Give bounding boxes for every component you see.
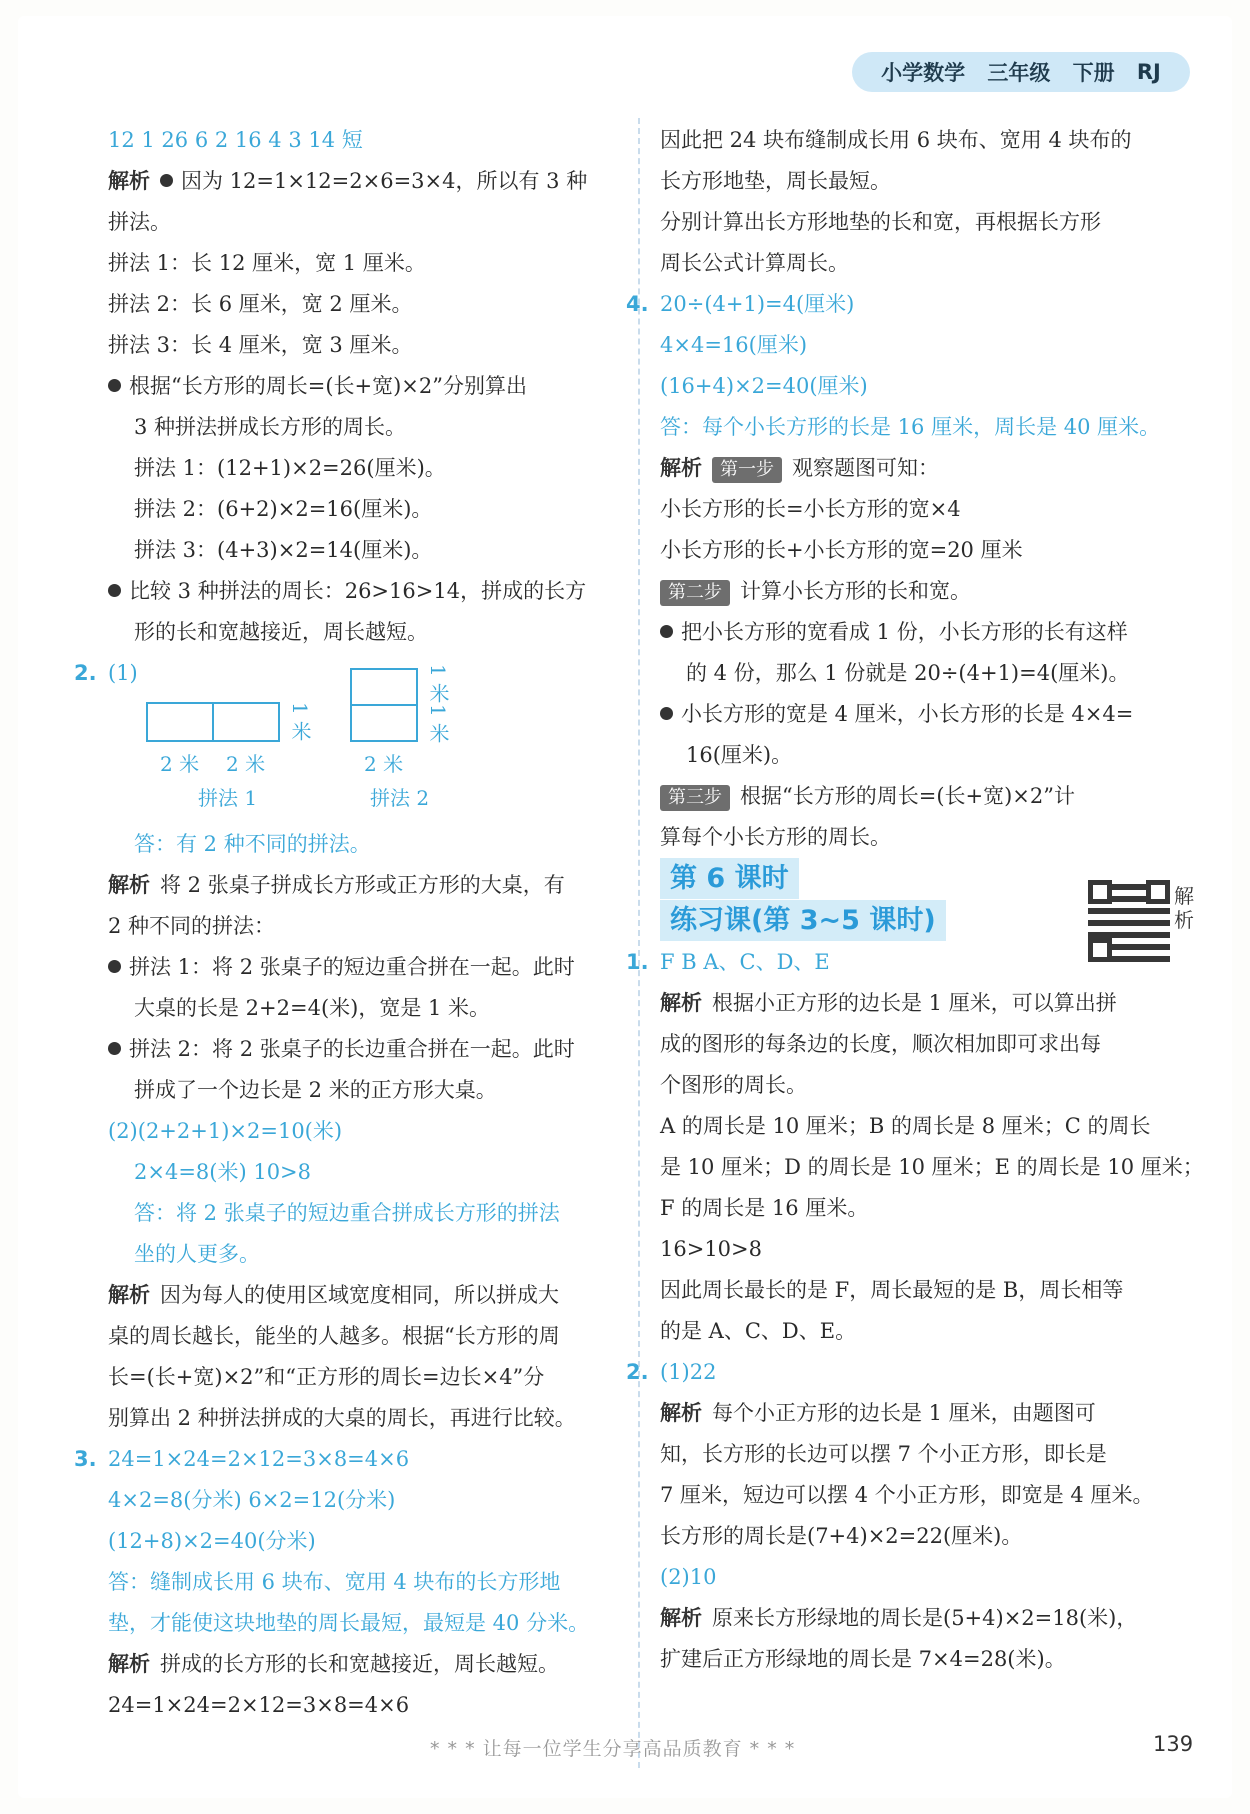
analysis-keyword: 解析 [108, 873, 150, 897]
line-text: 因为每人的使用区域宽度相同，所以拼成大 [160, 1283, 559, 1307]
lesson-heading: 练习课(第 3~5 课时) [660, 900, 946, 941]
header-volume: 下册 [1072, 61, 1115, 85]
text-line [660, 612, 1200, 653]
text-line [108, 325, 628, 366]
analysis-keyword: 解析 [108, 1283, 150, 1307]
text-line [108, 571, 628, 612]
text-line [660, 448, 1200, 489]
dim-label: 1 米 [426, 664, 450, 704]
analysis-keyword: 解析 [108, 169, 150, 193]
line-text: (2)10 [660, 1565, 717, 1589]
text-line [660, 489, 1200, 530]
line-text: 长方形地垫，周长最短。 [660, 169, 891, 193]
left-column [74, 120, 628, 1726]
line-text: 小长方形的长=小长方形的宽×4 [660, 497, 961, 521]
text-line [108, 202, 628, 243]
text-line [108, 243, 628, 284]
text-line [660, 1598, 1200, 1639]
text-line [108, 1275, 628, 1316]
line-text: 垫，才能使这块地垫的周长最短，最短是 40 分米。 [108, 1611, 590, 1635]
text-line [108, 1644, 628, 1685]
step-badge: 第一步 [712, 457, 782, 483]
line-text: 比较 3 种拼法的周长：26>16>14，拼成的长方 [129, 579, 587, 603]
line-text: 的 4 份，那么 1 份就是 20÷(4+1)=4(厘米)。 [686, 661, 1130, 685]
text-line [108, 161, 628, 202]
text-line [660, 120, 1200, 161]
line-text: 因此把 24 块布缝制成长用 6 块布、宽用 4 块布的 [660, 128, 1132, 152]
text-line [108, 1316, 628, 1357]
line-text: 7 厘米，短边可以摆 4 个小正方形，即宽是 4 厘米。 [660, 1483, 1154, 1507]
answer-line [108, 1562, 628, 1603]
line-text: 答：有 2 种不同的拼法。 [134, 832, 371, 856]
question-number: 4. [626, 292, 649, 316]
line-text: 成的图形的每条边的长度，顺次相加即可求出每 [660, 1032, 1101, 1056]
text-line [660, 1516, 1200, 1557]
answer-line [660, 1557, 1200, 1598]
analysis-keyword: 解析 [108, 1652, 150, 1676]
line-text: 拼法 2：将 2 张桌子的长边重合拼在一起。此时 [129, 1037, 575, 1061]
line-text: 因此周长最长的是 F，周长最短的是 B，周长相等 [660, 1278, 1124, 1302]
answer-line [108, 824, 628, 865]
dim-label: 2 米 [160, 752, 200, 776]
text-line [108, 530, 628, 571]
text-line [660, 1475, 1200, 1516]
line-text: A 的周长是 10 厘米；B 的周长是 8 厘米；C 的周长 [660, 1114, 1151, 1138]
text-line [660, 202, 1200, 243]
text-line [108, 489, 628, 530]
qr-label: 解析 [1174, 884, 1194, 932]
line-text: (12+8)×2=40(分米) [108, 1529, 316, 1553]
text-line [660, 694, 1200, 735]
answer-line [108, 1111, 628, 1152]
table-rect [146, 702, 214, 742]
line-text: (2)(2+2+1)×2=10(米) [108, 1119, 343, 1143]
dim-label: 2 米 [226, 752, 266, 776]
analysis-keyword: 解析 [660, 456, 702, 480]
text-line [660, 1229, 1200, 1270]
header-edition: RJ [1136, 60, 1161, 84]
answer-line [626, 1352, 1200, 1393]
dim-label: 1 米 [426, 704, 450, 744]
text-line [108, 366, 628, 407]
question-number: 2. [74, 661, 97, 685]
footer-slogan: * * * 让每一位学生分享高品质教育 * * * [430, 1738, 796, 1760]
question-number: 1. [626, 950, 649, 974]
line-text: 大桌的长是 2+2=4(米)，宽是 1 米。 [134, 996, 491, 1020]
answer-line [74, 1439, 628, 1480]
analysis-keyword: 解析 [660, 1401, 702, 1425]
bulb-icon [160, 174, 173, 187]
line-text: 12 1 26 6 2 16 4 3 14 短 [108, 128, 363, 152]
text-line [108, 612, 628, 653]
qr-code-icon[interactable] [1088, 880, 1170, 962]
text-line [108, 1685, 628, 1726]
table-rect [350, 704, 418, 742]
answer-line [626, 284, 1200, 325]
answer-line [660, 366, 1200, 407]
line-text: 答：将 2 张桌子的短边重合拼成长方形的拼法 [134, 1201, 560, 1225]
line-text: 算每个小长方形的周长。 [660, 825, 891, 849]
line-text: 拼法 1：将 2 张桌子的短边重合拼在一起。此时 [129, 955, 575, 979]
line-text: 拼法。 [108, 210, 171, 234]
line-text: 20÷(4+1)=4(厘米) [660, 292, 855, 316]
line-text: 拼法 1：长 12 厘米，宽 1 厘米。 [108, 251, 426, 275]
line-text: 因为 12=1×12=2×6=3×4，所以有 3 种 [181, 169, 588, 193]
line-text: 拼法 2：长 6 厘米，宽 2 厘米。 [108, 292, 413, 316]
qr-finder-icon [1088, 880, 1112, 904]
line-text: 每个小正方形的边长是 1 厘米，由题图可 [712, 1401, 1096, 1425]
lesson-heading: 第 6 课时 [660, 858, 799, 899]
answer-line [108, 1152, 628, 1193]
line-text: 24=1×24=2×12=3×8=4×6 [108, 1693, 410, 1717]
text-line [660, 243, 1200, 284]
line-text: 分别计算出长方形地垫的长和宽，再根据长方形 [660, 210, 1101, 234]
line-text: 拼法 3：(4+3)×2=14(厘米)。 [134, 538, 433, 562]
text-line [108, 906, 628, 947]
qr-finder-icon [1146, 880, 1170, 904]
line-text: 周长公式计算周长。 [660, 251, 849, 275]
line-text: 4×4=16(厘米) [660, 333, 808, 357]
line-text: 个图形的周长。 [660, 1073, 807, 1097]
line-text: 16>10>8 [660, 1237, 762, 1261]
text-line [660, 530, 1200, 571]
line-text: 坐的人更多。 [134, 1242, 260, 1266]
text-line [108, 1029, 628, 1070]
line-text: (1)22 [660, 1360, 717, 1384]
text-line [660, 1188, 1200, 1229]
step-badge: 第二步 [660, 580, 730, 606]
line-text: 的是 A、C、D、E。 [660, 1319, 857, 1343]
line-text: 拼成的长方形的长和宽越接近，周长越短。 [160, 1652, 559, 1676]
text-line [660, 983, 1200, 1024]
bulb-icon [108, 584, 121, 597]
line-text: 小长方形的宽是 4 厘米，小长方形的长是 4×4= [681, 702, 1134, 726]
text-line [660, 1024, 1200, 1065]
figure-caption: 拼法 2 [370, 786, 430, 810]
line-text: 形的长和宽越接近，周长越短。 [134, 620, 428, 644]
qr-finder-icon [1088, 938, 1112, 962]
line-text: 别算出 2 种拼法拼成的大桌的周长，再进行比较。 [108, 1406, 576, 1430]
line-text: F B A、C、D、E [660, 950, 830, 974]
text-line [660, 1393, 1200, 1434]
line-text: 2×4=8(米) 10>8 [134, 1160, 312, 1184]
line-text: 长方形的周长是(7+4)×2=22(厘米)。 [660, 1524, 1023, 1548]
arrangement-diagram [108, 664, 628, 824]
text-line [108, 865, 628, 906]
text-line [660, 161, 1200, 202]
bulb-icon [660, 625, 673, 638]
text-line [660, 653, 1200, 694]
header-grade: 三年级 [987, 61, 1051, 85]
line-text: 24=1×24=2×12=3×8=4×6 [108, 1447, 410, 1471]
line-text: (1) [108, 661, 138, 685]
line-text: 把小长方形的宽看成 1 份，小长方形的长有这样 [681, 620, 1128, 644]
text-line [660, 1147, 1204, 1188]
line-text: 桌的周长越长，能坐的人越多。根据“长方形的周 [108, 1324, 560, 1348]
analysis-keyword: 解析 [660, 991, 702, 1015]
line-text: 扩建后正方形绿地的周长是 7×4=28(米)。 [660, 1647, 1066, 1671]
line-text: 拼法 1：(12+1)×2=26(厘米)。 [134, 456, 446, 480]
question-number: 2. [626, 1360, 649, 1384]
step-badge: 第三步 [660, 785, 730, 811]
text-line [660, 1639, 1200, 1680]
line-text: 拼成了一个边长是 2 米的正方形大桌。 [134, 1078, 497, 1102]
page-header [852, 52, 1190, 92]
text-line [660, 1434, 1200, 1475]
bulb-icon [660, 707, 673, 720]
table-rect [212, 702, 280, 742]
answer-line [108, 1480, 628, 1521]
dim-label: 2 米 [364, 752, 404, 776]
analysis-keyword: 解析 [660, 1606, 702, 1630]
line-text: F 的周长是 16 厘米。 [660, 1196, 869, 1220]
bulb-icon [108, 379, 121, 392]
answer-line [108, 1521, 628, 1562]
page-number: 139 [1153, 1732, 1194, 1756]
text-line [660, 776, 1200, 817]
line-text: 16(厘米)。 [686, 743, 793, 767]
line-text: 原来长方形绿地的周长是(5+4)×2=18(米)， [712, 1606, 1138, 1630]
answer-line [660, 407, 1200, 448]
answer-line [108, 120, 628, 161]
text-line [660, 1065, 1200, 1106]
line-text: 长=(长+宽)×2”和“正方形的周长=边长×4”分 [108, 1365, 545, 1389]
table-rect [350, 668, 418, 706]
line-text: 将 2 张桌子拼成长方形或正方形的大桌，有 [160, 873, 565, 897]
text-line [660, 817, 1200, 858]
figure-caption: 拼法 1 [198, 786, 258, 810]
line-text: 3 种拼法拼成长方形的周长。 [134, 415, 407, 439]
text-line [660, 735, 1200, 776]
text-line [108, 947, 628, 988]
text-line [660, 1270, 1200, 1311]
text-line [660, 1311, 1200, 1352]
line-text: 根据小正方形的边长是 1 厘米，可以算出拼 [712, 991, 1117, 1015]
text-line [108, 407, 628, 448]
text-line [108, 1070, 628, 1111]
bulb-icon [108, 960, 121, 973]
line-text: 拼法 3：长 4 厘米，宽 3 厘米。 [108, 333, 413, 357]
line-text: 根据“长方形的周长=(长+宽)×2”分别算出 [129, 374, 528, 398]
text-line [660, 571, 1200, 612]
line-text: 答：缝制成长用 6 块布、宽用 4 块布的长方形地 [108, 1570, 561, 1594]
text-line [108, 988, 628, 1029]
line-text: 2 种不同的拼法： [108, 914, 276, 938]
answer-line [660, 325, 1200, 366]
line-text: (16+4)×2=40(厘米) [660, 374, 868, 398]
line-text: 观察题图可知： [792, 456, 939, 480]
text-line [660, 1106, 1200, 1147]
text-line [108, 1357, 628, 1398]
line-text: 拼法 2：(6+2)×2=16(厘米)。 [134, 497, 433, 521]
answer-line [108, 1603, 628, 1644]
line-text: 计算小长方形的长和宽。 [740, 579, 971, 603]
answer-line [108, 1234, 628, 1275]
line-text: 4×2=8(分米) 6×2=12(分米) [108, 1488, 396, 1512]
header-subject: 小学数学 [881, 61, 966, 85]
text-line [108, 448, 628, 489]
bulb-icon [108, 1042, 121, 1055]
answer-line [108, 1193, 628, 1234]
line-text: 是 10 厘米；D 的周长是 10 厘米；E 的周长是 10 厘米； [660, 1155, 1204, 1179]
line-text: 小长方形的长+小长方形的宽=20 厘米 [660, 538, 1023, 562]
dim-label: 1 米 [288, 702, 312, 742]
question-number: 3. [74, 1447, 97, 1471]
text-line [108, 284, 628, 325]
text-line [108, 1398, 628, 1439]
line-text: 根据“长方形的周长=(长+宽)×2”计 [740, 784, 1076, 808]
line-text: 知，长方形的长边可以摆 7 个小正方形，即长是 [660, 1442, 1107, 1466]
line-text: 答：每个小长方形的长是 16 厘米，周长是 40 厘米。 [660, 415, 1161, 439]
